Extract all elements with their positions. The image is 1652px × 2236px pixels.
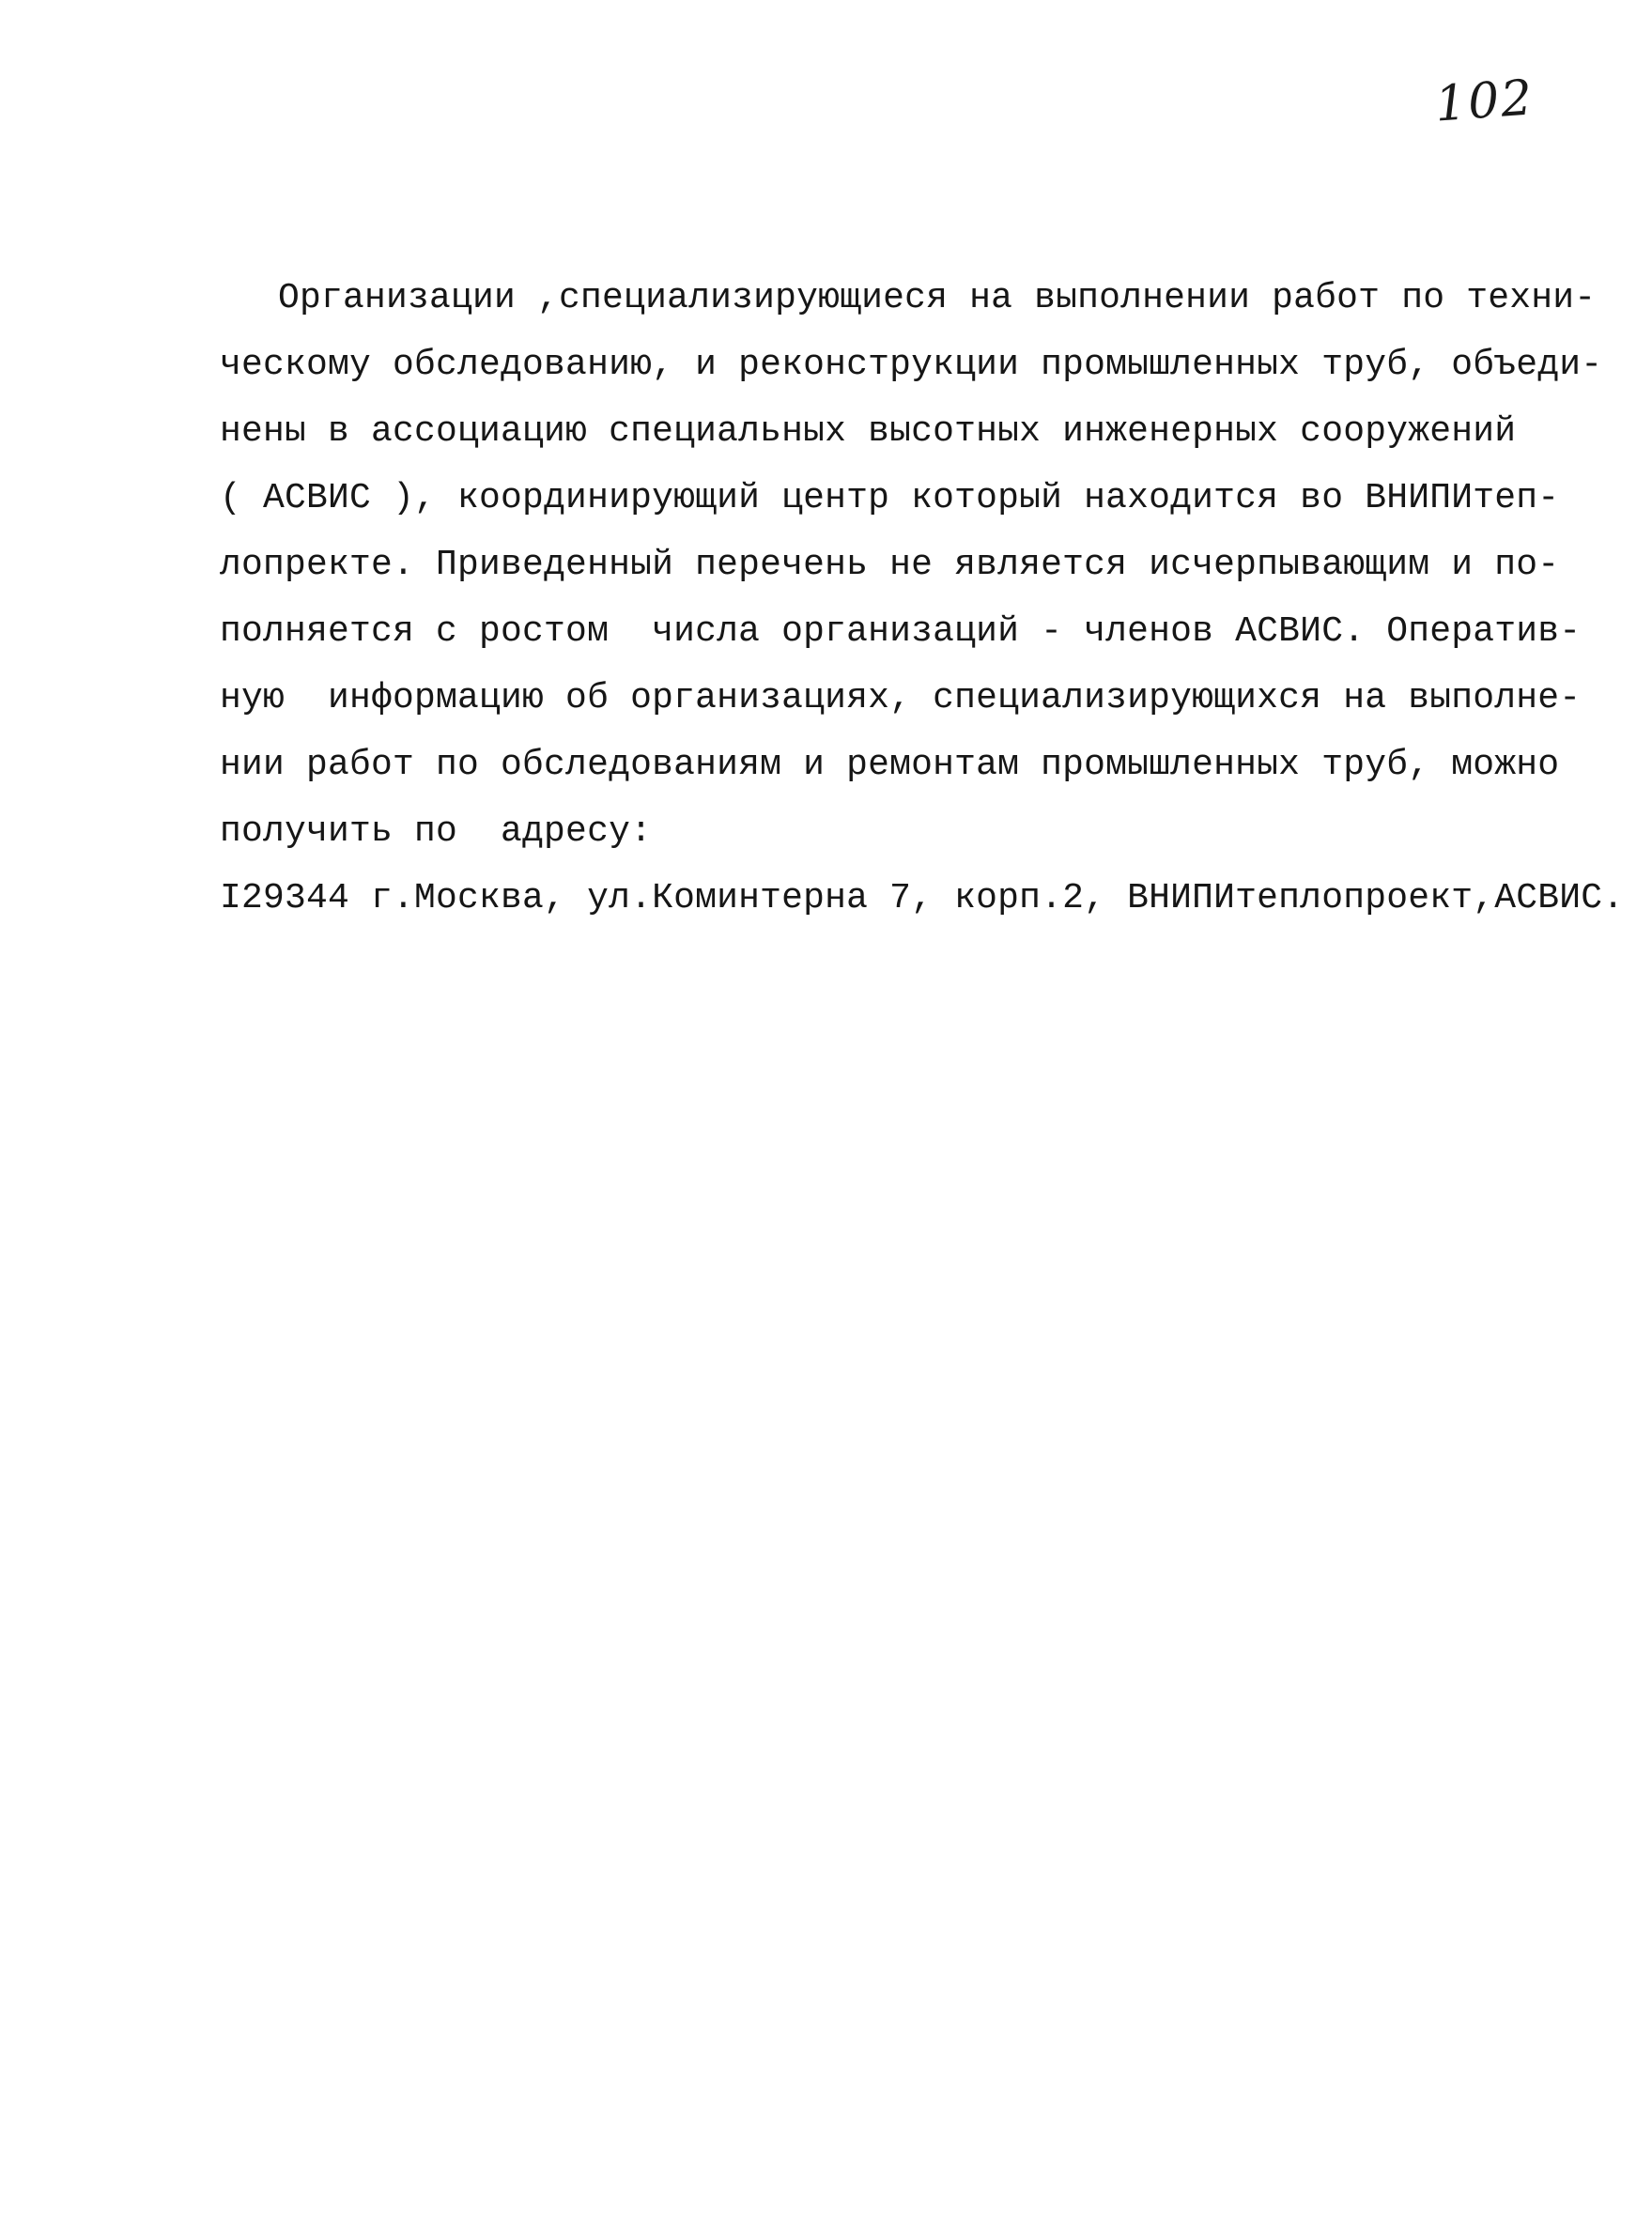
- paragraph-line: ческому обследованию, и реконструкции промышленных труб, объеди-: [220, 345, 1603, 385]
- page-number: 102: [1433, 69, 1536, 133]
- address-line: I29344 г.Москва, ул.Коминтерна 7, корп.2, ВНИПИтеплопроект,АСВИС.: [220, 878, 1625, 918]
- paragraph-line: ную информацию об организациях, специализирующихся на выполне-: [220, 678, 1582, 718]
- paragraph-line: получить по адресу:: [220, 811, 653, 852]
- paragraph-line: нены в ассоциацию специальных высотных инженерных сооружений: [220, 411, 1517, 452]
- paragraph-line: полняется с ростом числа организаций - членов АСВИС. Оператив-: [220, 611, 1582, 652]
- paragraph-line: нии работ по обследованиям и ремонтам промышленных труб, можно: [220, 745, 1560, 785]
- paragraph-line: ( АСВИС ), координирующий центр который находится во ВНИПИтеп-: [220, 478, 1560, 518]
- paragraph-line: Организации ,специализирующиеся на выполнении работ по техни-: [278, 278, 1597, 318]
- paragraph-line: лопректе. Приведенный перечень не является исчерпывающим и по-: [220, 545, 1560, 585]
- document-body: [220, 265, 1625, 932]
